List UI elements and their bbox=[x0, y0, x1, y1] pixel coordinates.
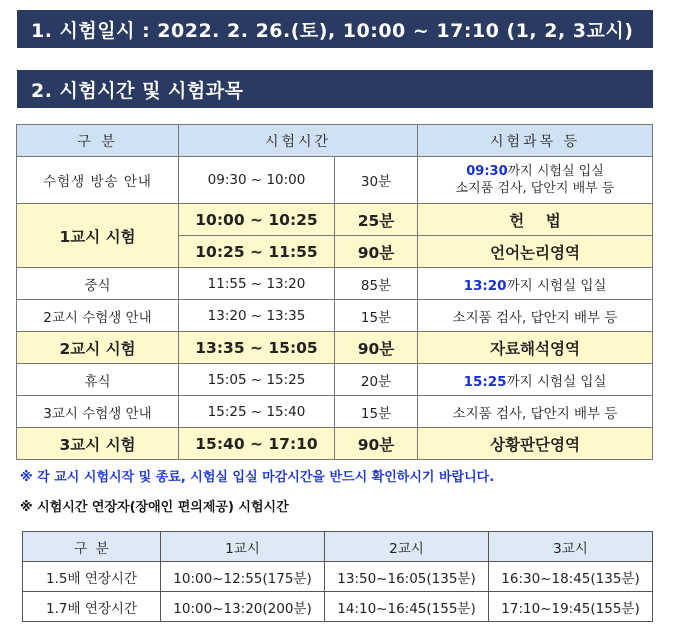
table-row bbox=[23, 562, 653, 592]
row-cell: 13:50~16:05(135분) bbox=[325, 562, 489, 592]
row-time: 09:30 ~ 10:00 bbox=[179, 157, 335, 204]
table-row bbox=[17, 204, 653, 236]
entry-text: 까지 시험실 입실 bbox=[506, 277, 607, 294]
table-row bbox=[17, 396, 653, 428]
row-cell: 16:30~18:45(135분) bbox=[489, 562, 653, 592]
row-duration: 85분 bbox=[335, 268, 418, 300]
header-period2: 2교시 bbox=[325, 532, 489, 562]
row-subject bbox=[418, 364, 653, 396]
row-subject: 자료해석영역 bbox=[418, 332, 653, 364]
row-time: 15:40 ~ 17:10 bbox=[179, 428, 335, 460]
row-label: 3교시 시험 bbox=[17, 428, 179, 460]
schedule-table bbox=[16, 124, 653, 460]
entry-text: 까지 시험실 입실 bbox=[506, 373, 607, 390]
row-duration: 20분 bbox=[335, 364, 418, 396]
row-label: 3교시 수험생 안내 bbox=[17, 396, 179, 428]
header-time: 시험시간 bbox=[179, 125, 418, 157]
table-row bbox=[17, 332, 653, 364]
header-period3: 3교시 bbox=[489, 532, 653, 562]
row-label: 1교시 시험 bbox=[17, 204, 179, 268]
row-duration: 90분 bbox=[335, 428, 418, 460]
row-label: 수험생 방송 안내 bbox=[17, 157, 179, 204]
row-subject bbox=[418, 157, 653, 204]
row-duration: 15분 bbox=[335, 396, 418, 428]
row-time: 15:05 ~ 15:25 bbox=[179, 364, 335, 396]
table-row bbox=[17, 157, 653, 204]
row-subject: 헌 법 bbox=[418, 204, 653, 236]
row-time: 13:35 ~ 15:05 bbox=[179, 332, 335, 364]
exam-date-banner: 1. 시험일시 : 2022. 2. 26.(토), 10:00 ~ 17:10 (1, 2, 3교시) bbox=[17, 10, 653, 48]
row-label: 2교시 수험생 안내 bbox=[17, 300, 179, 332]
header-subject: 시험과목 등 bbox=[418, 125, 653, 157]
row-duration: 30분 bbox=[335, 157, 418, 204]
row-duration: 25분 bbox=[335, 204, 418, 236]
row-subject: 소지품 검사, 답안지 배부 등 bbox=[418, 300, 653, 332]
row-time: 10:00 ~ 10:25 bbox=[179, 204, 335, 236]
row-duration: 90분 bbox=[335, 236, 418, 268]
header-category: 구 분 bbox=[23, 532, 161, 562]
table-row bbox=[23, 592, 653, 622]
row-cell: 17:10~19:45(155분) bbox=[489, 592, 653, 622]
table-row bbox=[17, 268, 653, 300]
row-time: 13:20 ~ 13:35 bbox=[179, 300, 335, 332]
row-label: 2교시 시험 bbox=[17, 332, 179, 364]
row-time: 11:55 ~ 13:20 bbox=[179, 268, 335, 300]
row-label: 중식 bbox=[17, 268, 179, 300]
row-subject bbox=[418, 268, 653, 300]
row-label: 휴식 bbox=[17, 364, 179, 396]
row-subject: 소지품 검사, 답안지 배부 등 bbox=[418, 396, 653, 428]
header-period1: 1교시 bbox=[161, 532, 325, 562]
row-time: 10:25 ~ 11:55 bbox=[179, 236, 335, 268]
deadline-notice: ※ 각 교시 시험시작 및 종료, 시험실 입실 마감시간을 반드시 확인하시기 바랍니다. bbox=[20, 470, 495, 485]
row-time: 15:25 ~ 15:40 bbox=[179, 396, 335, 428]
row-subject: 상황판단영역 bbox=[418, 428, 653, 460]
table-row bbox=[17, 428, 653, 460]
exam-schedule-banner: 2. 시험시간 및 시험과목 bbox=[17, 70, 653, 108]
table-row bbox=[17, 364, 653, 396]
row-cell: 10:00~13:20(200분) bbox=[161, 592, 325, 622]
row-cell: 14:10~16:45(155분) bbox=[325, 592, 489, 622]
table-row bbox=[17, 300, 653, 332]
row-label: 1.5배 연장시간 bbox=[23, 562, 161, 592]
extension-table bbox=[22, 531, 653, 622]
row-label: 1.7배 연장시간 bbox=[23, 592, 161, 622]
row-duration: 90분 bbox=[335, 332, 418, 364]
row-duration: 15분 bbox=[335, 300, 418, 332]
entry-time: 15:25 bbox=[463, 373, 507, 390]
entry-time: 13:20 bbox=[463, 277, 507, 294]
entry-text: 까지 시험실 입실 bbox=[507, 164, 604, 179]
entry-time: 09:30 bbox=[466, 164, 508, 179]
extension-notice: ※ 시험시간 연장자(장애인 편의제공) 시험시간 bbox=[20, 500, 289, 515]
header-category: 구 분 bbox=[17, 125, 179, 157]
entry-line2: 소지품 검사, 답안지 배부 등 bbox=[455, 181, 615, 196]
table-header-row bbox=[23, 532, 653, 562]
row-cell: 10:00~12:55(175분) bbox=[161, 562, 325, 592]
row-subject: 언어논리영역 bbox=[418, 236, 653, 268]
table-header-row bbox=[17, 125, 653, 157]
